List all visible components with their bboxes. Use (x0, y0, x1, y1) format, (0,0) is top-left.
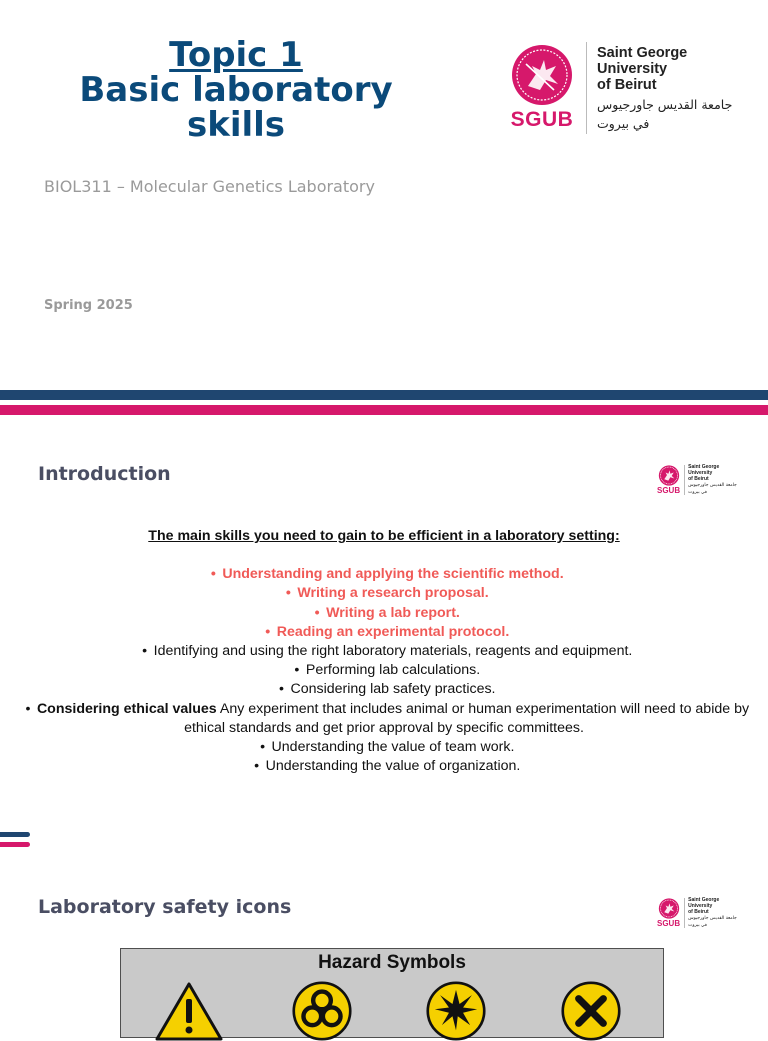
logo-abbr: SGUB (657, 918, 681, 928)
bullet: • (278, 681, 284, 698)
warning-triangle-icon (155, 981, 223, 1041)
skill-item (0, 565, 768, 584)
logo-divider (684, 465, 685, 495)
university-logo-small (657, 897, 737, 928)
bullet: • (25, 700, 31, 717)
sgub-seal-icon (658, 898, 680, 919)
harmful-x-icon (557, 981, 625, 1041)
topic-number: Topic 1 (169, 35, 303, 75)
course-subtitle: BIOL311 – Molecular Genetics Laboratory (44, 177, 375, 196)
skill-text: Writing a lab report. (326, 604, 460, 621)
safety-icons-heading: Laboratory safety icons (38, 896, 292, 918)
skill-text: Understanding the value of team work. (271, 739, 515, 756)
bullet: • (260, 739, 266, 756)
logo-name-line2: University (688, 470, 713, 476)
bullet: • (142, 643, 148, 660)
footer-band-navy (0, 390, 768, 400)
logo-arabic-line2: في بيروت (688, 489, 707, 495)
bullet: • (210, 566, 216, 583)
skill-item (0, 623, 768, 642)
logo-name-line1: Saint George (688, 897, 720, 903)
sgub-seal-icon (658, 465, 680, 486)
topic-title (40, 35, 432, 145)
slide-deco-pink (0, 842, 30, 847)
skills-heading: The main skills you need to gain to be efficient in a laboratory setting: (148, 528, 620, 544)
logo-name-line3: of Beirut (688, 476, 709, 482)
bullet: • (265, 623, 271, 640)
skill-bold-text: Considering ethical values (36, 700, 217, 717)
skill-text: Writing a research proposal. (297, 585, 489, 602)
skill-text: Reading an experimental protocol. (276, 623, 510, 640)
logo-arabic-line2: في بيروت (688, 922, 707, 928)
logo-name-line2: University (688, 903, 713, 909)
bullet: • (314, 604, 320, 621)
topic-title-line3: skills (186, 105, 286, 145)
skill-text: Any experiment that includes animal or human experimentation will need to abide by ethical standards and get prior approval by specific committees. (184, 700, 750, 736)
logo-arabic-line1: جامعة القديس جاورجيوس (688, 916, 737, 921)
hazard-panel-title: Hazard Symbols (318, 952, 466, 973)
skill-item (0, 680, 768, 699)
logo-name-line1: Saint George (597, 45, 688, 61)
skill-item (0, 584, 768, 603)
bullet: • (285, 585, 291, 602)
logo-arabic-line1: جامعة القديس جاورجيوس (688, 483, 737, 488)
term-label: Spring 2025 (44, 298, 133, 313)
skill-item-ethics (0, 700, 768, 738)
logo-name-line3: of Beirut (688, 909, 709, 915)
skill-item (0, 642, 768, 661)
university-logo (510, 42, 732, 134)
introduction-heading: Introduction (38, 463, 171, 485)
skill-item (0, 738, 768, 757)
university-logo-small (657, 464, 737, 495)
explosive-icon (422, 981, 490, 1041)
logo-name-line2: University (597, 61, 668, 77)
logo-divider (684, 898, 685, 928)
skill-text: Understanding the value of organization. (265, 758, 521, 775)
skill-text: Identifying and using the right laboratory materials, reagents and equipment. (153, 643, 633, 660)
logo-name-line1: Saint George (688, 464, 720, 470)
hazard-symbols-panel (120, 948, 664, 1038)
logo-arabic-line1: جامعة القديس جاورجيوس (597, 97, 733, 112)
skill-item (0, 757, 768, 776)
logo-name-line3: of Beirut (597, 77, 657, 93)
skill-text: Performing lab calculations. (305, 662, 481, 679)
bullet: • (294, 662, 300, 679)
logo-abbr: SGUB (657, 485, 681, 495)
biohazard-icon (288, 981, 356, 1041)
sgub-seal-icon (510, 44, 574, 106)
footer-band-pink (0, 405, 768, 415)
skill-item (0, 661, 768, 680)
skill-text: Understanding and applying the scientific method. (222, 566, 564, 583)
logo-arabic-line2: في بيروت (597, 116, 650, 131)
topic-title-line2: Basic laboratory (79, 70, 393, 110)
slide-deco-navy (0, 832, 30, 837)
skill-item (0, 604, 768, 623)
skills-list (0, 527, 768, 776)
logo-abbr: SGUB (510, 108, 574, 131)
skill-text: Considering lab safety practices. (290, 681, 496, 698)
logo-divider (586, 42, 587, 134)
bullet: • (254, 758, 260, 775)
